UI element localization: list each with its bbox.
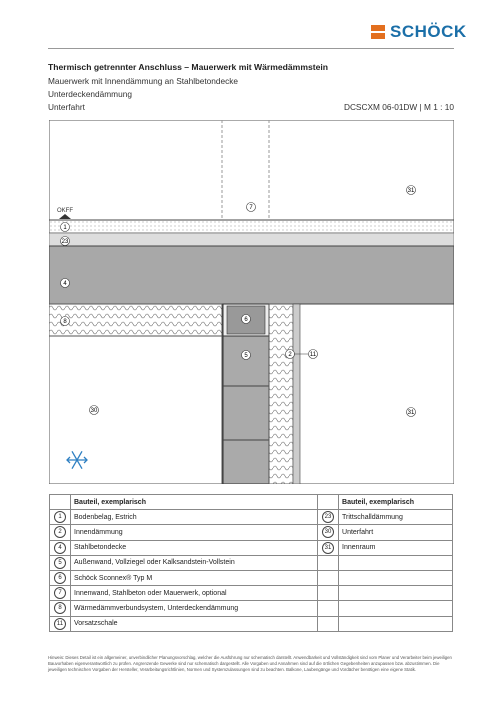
svg-text:2: 2 bbox=[288, 352, 292, 358]
svg-text:8: 8 bbox=[63, 319, 67, 325]
svg-text:23: 23 bbox=[61, 239, 69, 245]
label-23 bbox=[61, 237, 70, 246]
subtitle-1: Mauerwerk mit Innendämmung an Stahlbetondecke bbox=[48, 76, 239, 86]
page-title: Thermisch getrennter Anschluss – Mauerwerk mit Wärmedämmstein bbox=[48, 62, 329, 72]
svg-text:1: 1 bbox=[63, 225, 67, 231]
svg-text:4: 4 bbox=[63, 281, 67, 287]
label-8 bbox=[61, 317, 70, 326]
label-7 bbox=[247, 203, 256, 212]
construction-drawing bbox=[49, 120, 454, 484]
okff-label: OKFF bbox=[57, 208, 73, 214]
subtitle-3: Unterfahrt bbox=[48, 102, 85, 112]
table-row: 4 Stahlbetondecke 31 Innenraum bbox=[50, 540, 453, 555]
disclaimer-note: Hinweis: Dieses Detail ist ein allgemeiner, unverbindlicher Planungsvorschlag, welcher die Ausführung nur schematisch darstellt. Anwendbarkeit und Vollständigkeit sind vom Planer und Verarbeiter beim jeweiligen Bauvorhaben eigenverantwortlich zu prüfen. Angrenzende Gewerke sind nur schematisch dargestellt. Alle Vorgaben und Annahmen sind auf die örtlichen Gegebenheiten anzupassen bzw. abzustimmen. Die jeweiligen technischen Vorgaben der Hersteller, Verarbeitungsrichtlinien, Normen und Systemzulassungen sind zu beachten. Balkone, Laubengänge und Vordächer benötigen eine eigene Statik. bbox=[48, 655, 452, 673]
label-4 bbox=[61, 279, 70, 288]
table-row: 7 Innenwand, Stahlbeton oder Mauerwerk, optional bbox=[50, 586, 453, 601]
legend-header-right: Bauteil, exemplarisch bbox=[339, 495, 453, 510]
header-rule bbox=[48, 48, 454, 49]
table-row: 8 Wärmedämmverbundsystem, Unterdeckendämmung bbox=[50, 601, 453, 616]
table-row: 5 Außenwand, Vollziegel oder Kalksandstein-Vollstein bbox=[50, 555, 453, 570]
label-30 bbox=[90, 406, 99, 415]
label-2 bbox=[286, 350, 295, 359]
svg-text:7: 7 bbox=[249, 205, 253, 211]
label-31-top bbox=[407, 186, 416, 195]
subtitle-2: Unterdeckendämmung bbox=[48, 89, 132, 99]
legend-header-left: Bauteil, exemplarisch bbox=[71, 495, 318, 510]
label-5 bbox=[242, 351, 251, 360]
table-row: 6 Schöck Sconnex® Typ M bbox=[50, 570, 453, 585]
svg-text:6: 6 bbox=[244, 317, 248, 323]
brand-logo bbox=[371, 22, 467, 42]
table-row: 2 Innendämmung 30 Unterfahrt bbox=[50, 525, 453, 540]
svg-text:5: 5 bbox=[244, 353, 248, 359]
label-31-bottom bbox=[407, 408, 416, 417]
label-6 bbox=[242, 315, 251, 324]
legend-table bbox=[49, 494, 453, 632]
logo-mark-icon bbox=[371, 25, 385, 39]
svg-text:11: 11 bbox=[309, 352, 317, 358]
svg-text:30: 30 bbox=[90, 408, 98, 414]
label-1 bbox=[61, 223, 70, 232]
logo-text: SCHÖCK bbox=[390, 22, 467, 41]
svg-text:31: 31 bbox=[407, 410, 415, 416]
table-row: 1 Bodenbelag, Estrich 23 Trittschalldämmung bbox=[50, 510, 453, 525]
drawing-code: DCSCXM 06-01DW | M 1 : 10 bbox=[343, 102, 454, 112]
table-row: 11 Vorsatzschale bbox=[50, 616, 453, 631]
svg-text:31: 31 bbox=[407, 188, 415, 194]
